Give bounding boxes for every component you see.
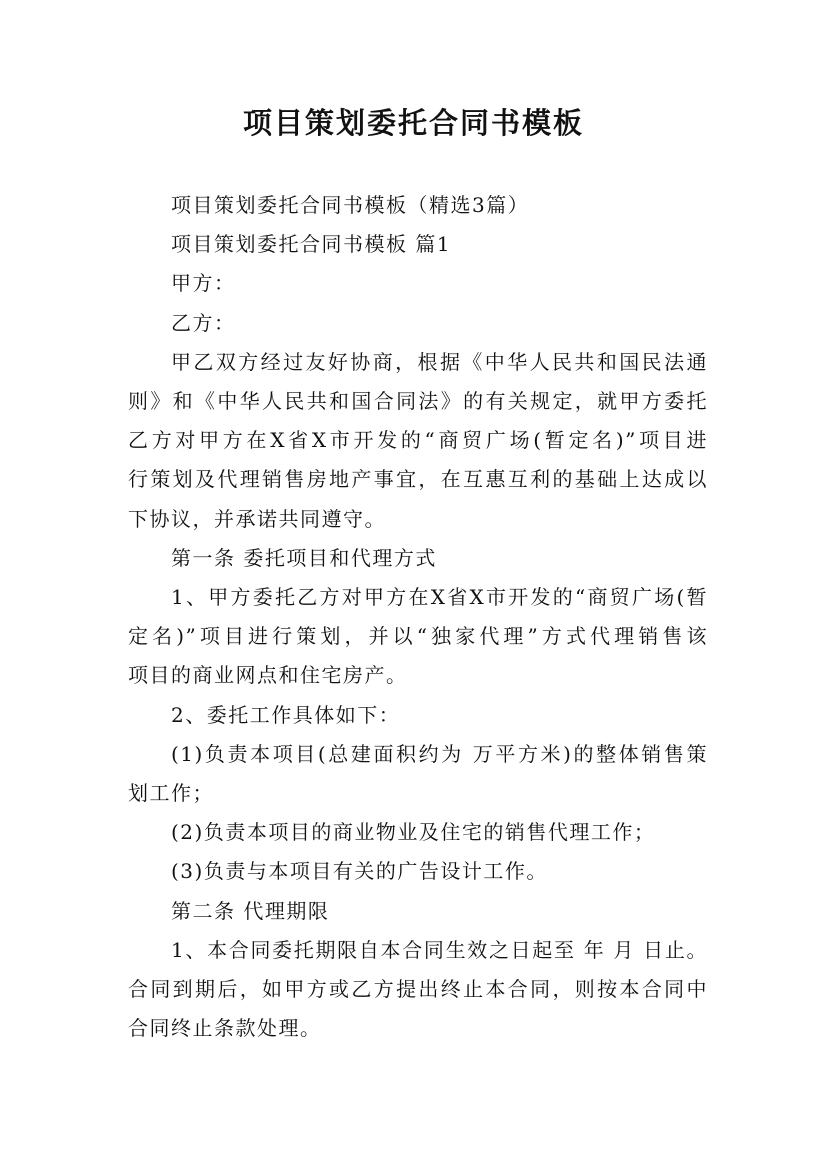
- party-a-label: 甲方：: [171, 271, 236, 296]
- clause-line: 2、委托工作具体如下：: [171, 702, 401, 727]
- section-heading: 项目策划委托合同书模板 篇1: [171, 232, 452, 257]
- clause-line: 1、本合同委托期限自本合同生效之日起至 年 月 日止。: [171, 937, 708, 962]
- clause-line: 1、甲方委托乙方对甲方在X省X市开发的“商贸广场(暂: [171, 585, 708, 610]
- clause-line: 项目的商业网点和住宅房产。: [128, 663, 408, 688]
- subtitle-line: 项目策划委托合同书模板（精选3篇）: [171, 193, 530, 217]
- clause-line: (1)负责本项目(总建面积约为 万平方米)的整体销售策: [171, 741, 708, 766]
- clause-line: 合同到期后，如甲方或乙方提出终止本合同，则按本合同中: [128, 977, 708, 1002]
- clause-line: (2)负责本项目的商业物业及住宅的销售代理工作；: [171, 820, 656, 845]
- party-b-label: 乙方：: [171, 310, 236, 335]
- article-heading: 第一条 委托项目和代理方式: [171, 545, 437, 570]
- preamble-line: 甲乙双方经过友好协商，根据《中华人民共和国民法通: [171, 349, 708, 374]
- article-heading: 第二条 代理期限: [171, 898, 330, 923]
- preamble-line: 乙方对甲方在X省X市开发的“商贸广场(暂定名)”项目进: [128, 428, 708, 453]
- clause-line: 定名)”项目进行策划，并以“独家代理”方式代理销售该: [128, 624, 708, 649]
- document-title: 项目策划委托合同书模板: [242, 106, 584, 140]
- clause-line: 合同终止条款处理。: [128, 1016, 322, 1041]
- preamble-line: 行策划及代理销售房地产事宜，在互惠互利的基础上达成以: [128, 467, 708, 492]
- clause-line: (3)负责与本项目有关的广告设计工作。: [171, 859, 548, 884]
- preamble-line: 下协议，并承诺共同遵守。: [128, 506, 386, 531]
- preamble-line: 则》和《中华人民共和国合同法》的有关规定，就甲方委托: [128, 389, 708, 414]
- clause-line: 划工作；: [128, 781, 214, 806]
- document-body: [128, 186, 708, 1048]
